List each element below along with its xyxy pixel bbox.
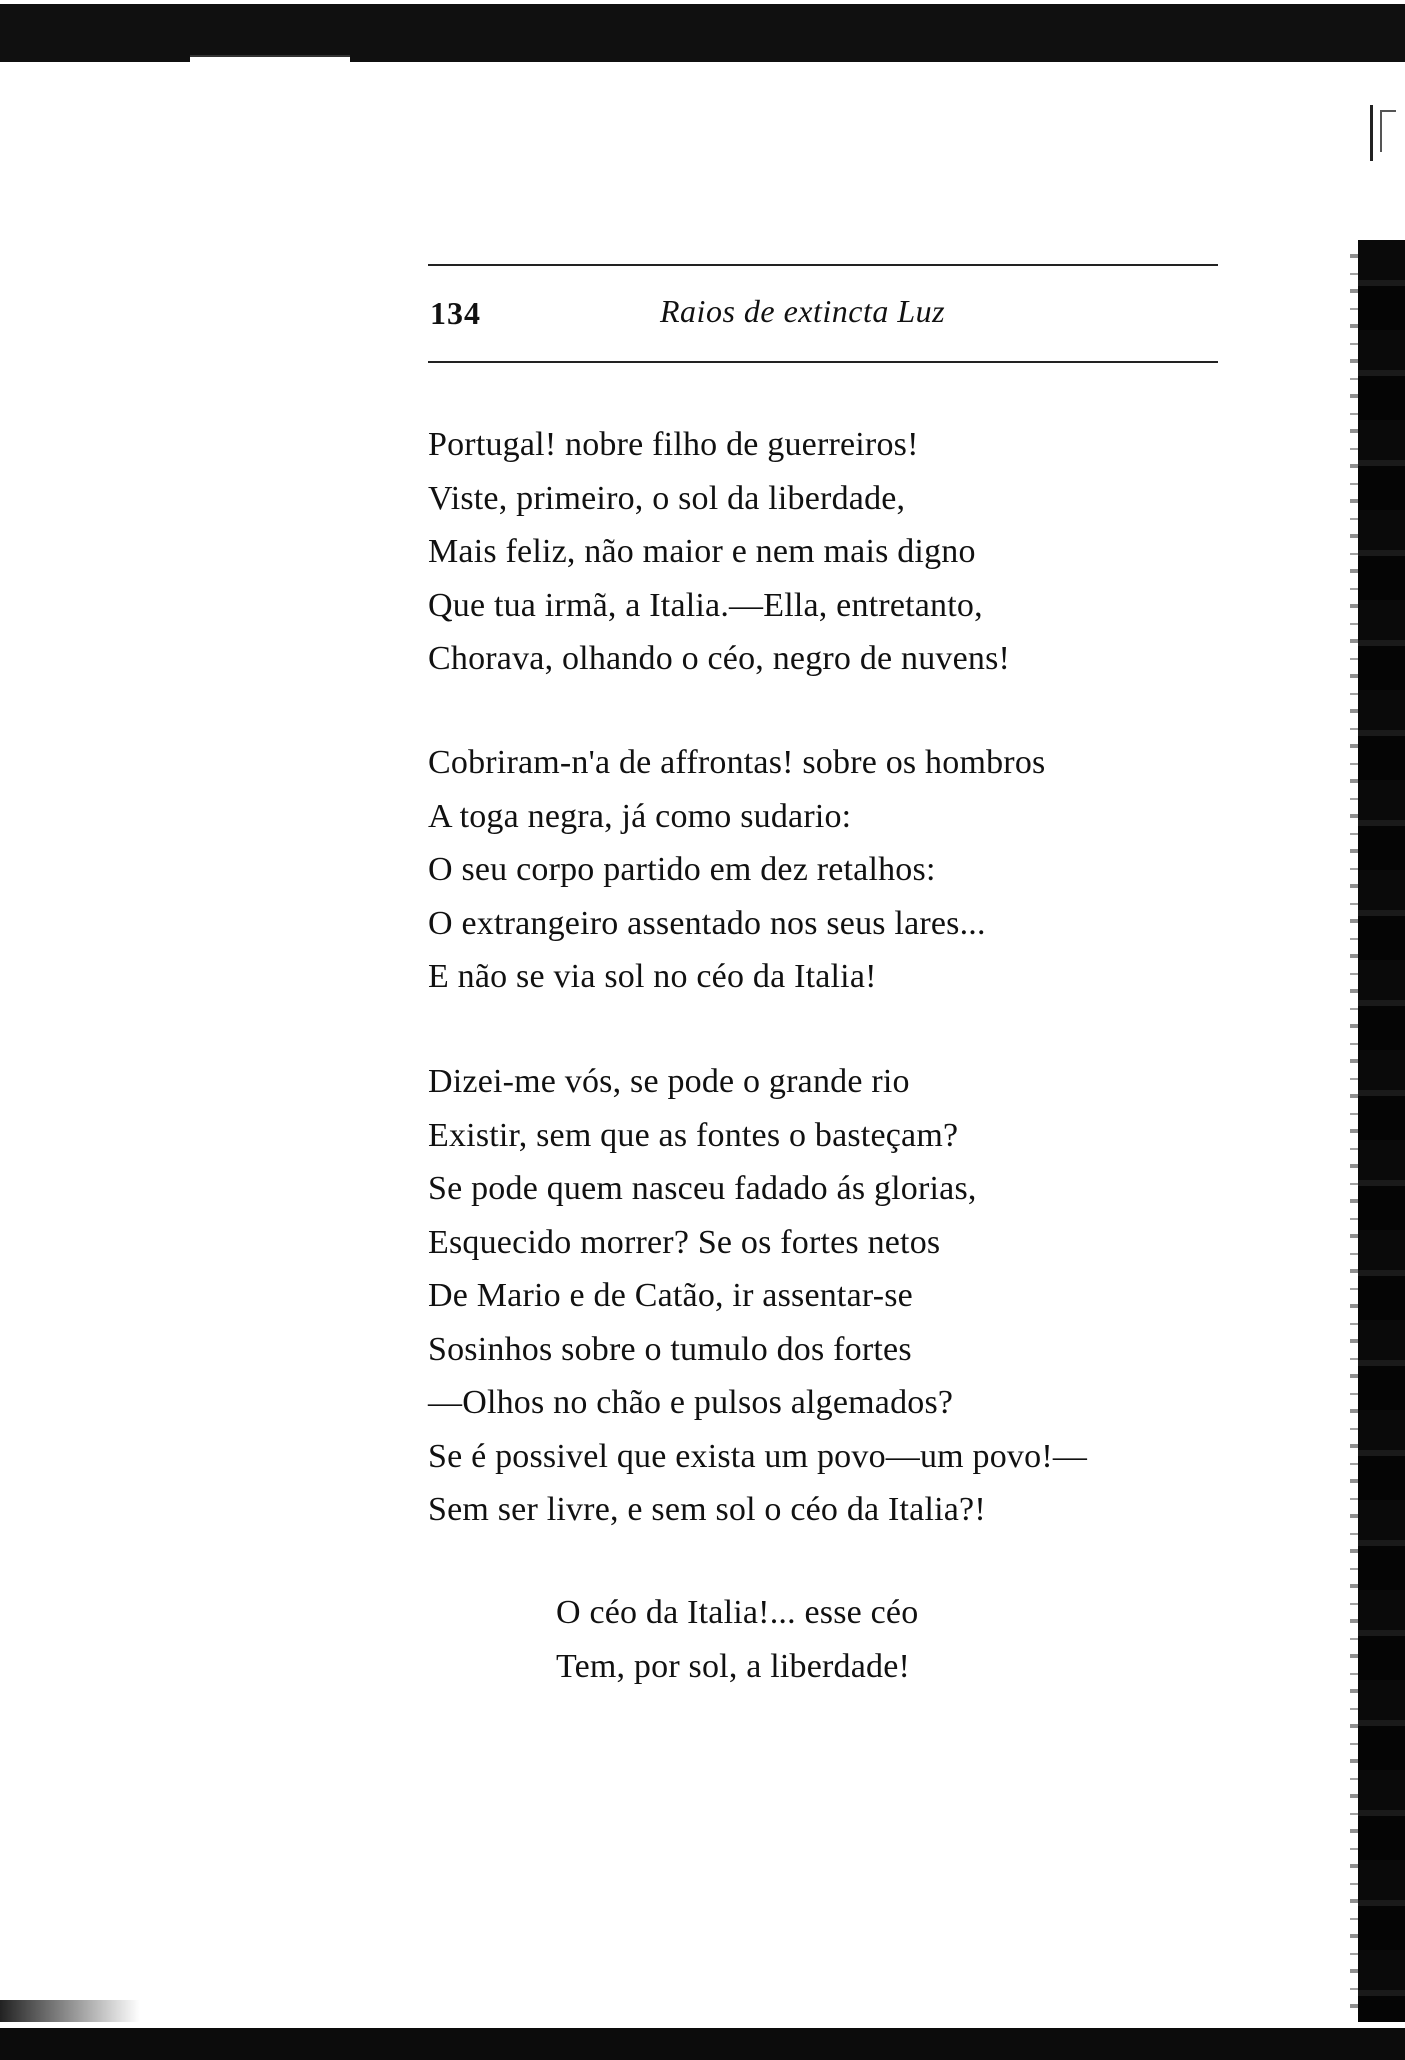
poem-line: De Mario e de Catão, ir assentar-se — [428, 1277, 913, 1314]
header-rule-bottom — [428, 361, 1218, 363]
scan-corner-mark — [1370, 105, 1373, 161]
stanza-2 — [428, 736, 1045, 1004]
stanza-3 — [428, 1055, 1087, 1537]
poem-line: A toga negra, já como sudario: — [428, 797, 852, 835]
poem-line: O seu corpo partido em dez retalhos: — [428, 851, 936, 888]
poem-line: E não se via sol no céo da Italia! — [428, 958, 877, 995]
poem-line: Existir, sem que as fontes o basteçam? — [428, 1116, 959, 1154]
poem-line: Portugal! nobre filho de guerreiros! — [428, 426, 919, 463]
poem-line: —Olhos no chão e pulsos algemados? — [428, 1384, 954, 1421]
poem-line: Se pode quem nasceu fadado ás glorias, — [428, 1170, 977, 1207]
scan-bottom-border — [0, 2022, 1405, 2060]
poem-line: Viste, primeiro, o sol da liberdade, — [428, 479, 906, 517]
poem-line: Se é possivel que exista um povo—um povo!— — [428, 1437, 1088, 1475]
page-number: 134 — [430, 295, 481, 331]
scan-corner-bracket — [1380, 110, 1396, 152]
stanza-4-refrain — [556, 1586, 918, 1693]
poem-line: O céo da Italia!... esse céo — [556, 1594, 919, 1631]
stanza-1 — [428, 418, 1010, 686]
poem-line: Cobriram-n'a de affrontas! sobre os hombros — [428, 744, 1046, 781]
poem-line: Mais feliz, não maior e nem mais digno — [428, 533, 976, 570]
poem-line: Tem, por sol, a liberdade! — [556, 1647, 911, 1685]
poem-line: Sem ser livre, e sem sol o céo da Italia?! — [428, 1491, 986, 1528]
poem-line: Dizei-me vós, se pode o grande rio — [428, 1063, 910, 1100]
poem-line: Sosinhos sobre o tumulo dos fortes — [428, 1330, 912, 1368]
running-title: Raios de extincta Luz — [660, 293, 946, 329]
poem-line: Esquecido morrer? Se os fortes netos — [428, 1223, 941, 1261]
scan-right-border — [1358, 240, 1405, 2030]
poem-line: O extrangeiro assentado nos seus lares... — [428, 904, 986, 942]
scan-top-lip — [190, 55, 350, 65]
header-rule-top — [428, 264, 1218, 266]
poem-line: Que tua irmã, a Italia.—Ella, entretanto, — [428, 586, 983, 624]
poem-line: Chorava, olhando o céo, negro de nuvens! — [428, 640, 1011, 677]
